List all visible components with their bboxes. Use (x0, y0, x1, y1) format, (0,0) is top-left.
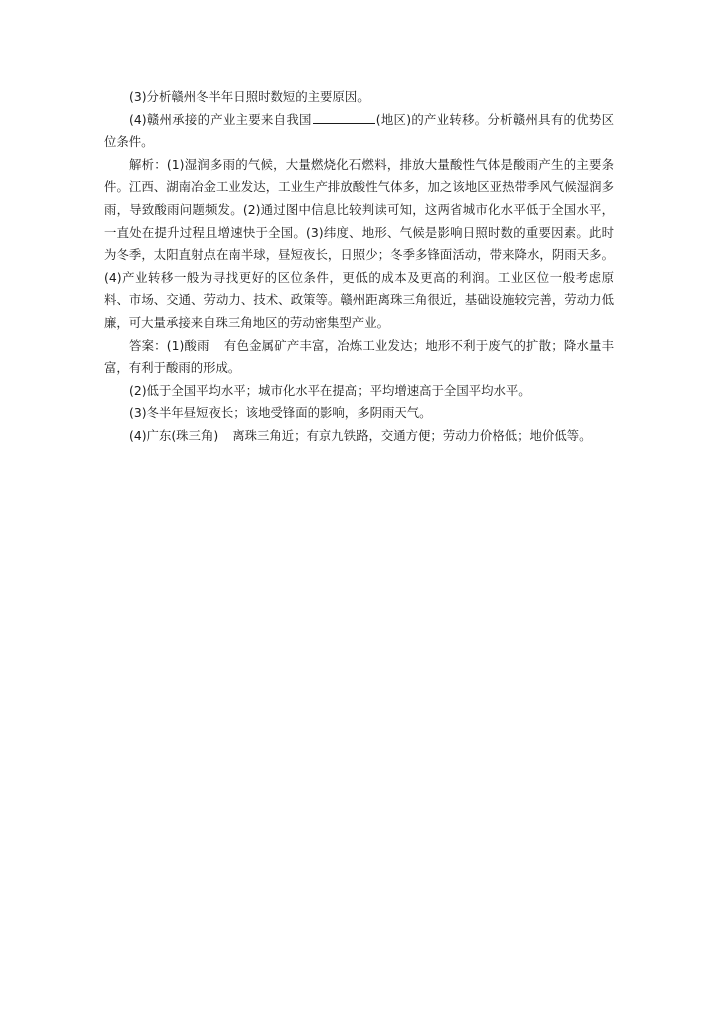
fill-in-blank (313, 109, 375, 124)
answer-4-text: 离珠三角近；有京九铁路，交通方便；劳动力价格低；地价低等。 (232, 427, 592, 443)
answer-1-label: 答案：(1)酸雨 (129, 337, 210, 353)
question-4-text-end: (地区)的产业转移。分析赣州具有的优势区位条件。 (104, 111, 614, 150)
question-3-text: (3)分析赣州冬半年日照时数短的主要原因。 (129, 89, 370, 104)
answer-2-text: (2)低于全国平均水平；城市化水平在提高；平均增速高于全国平均水平。 (129, 382, 531, 398)
question-4-text-start: (4)赣州承接的产业主要来自我国 (129, 111, 312, 127)
analysis-paragraph (104, 154, 614, 335)
answer-2 (104, 380, 614, 403)
answer-3 (104, 402, 614, 425)
question-3 (104, 86, 614, 109)
answer-1 (104, 335, 614, 380)
answer-1-text: 有色金属矿产丰富，冶炼工业发达；地形不利于废气的扩散；降水量丰富，有利于酸雨的形成。 (104, 337, 614, 376)
analysis-text: 解析：(1)湿润多雨的气候，大量燃烧化石燃料，排放大量酸性气体是酸雨产生的主要条件。江西、湖南冶金工业发达，工业生产排放酸性气体多，加之该地区亚热带季风气候湿润多雨，导致酸雨问题频发。(2)通过图中信息比较判读可知，这两省城市化水平低于全国水平，一直处在提升过程且增速快于全国。(3)纬度、地形、气候是影响日照时数的重要因素。此时为冬季，太阳直射点在南半球，昼短夜长，日照少；冬季多锋面活动，带来降水，阴雨天多。(4)产业转移一般为寻找更好的区位条件，更低的成本及更高的利润。工业区位一般考虑原料、市场、交通、劳动力、技术、政策等。赣州距离珠三角很近，基础设施较完善，劳动力低廉，可大量承接来自珠三角地区的劳动密集型产业。 (104, 156, 614, 330)
answer-4-label: (4)广东(珠三角) (129, 427, 219, 443)
document-body (104, 86, 614, 448)
answer-4 (104, 425, 614, 448)
answer-3-text: (3)冬半年昼短夜长；该地受锋面的影响，多阴雨天气。 (129, 405, 432, 421)
question-4 (104, 109, 614, 154)
